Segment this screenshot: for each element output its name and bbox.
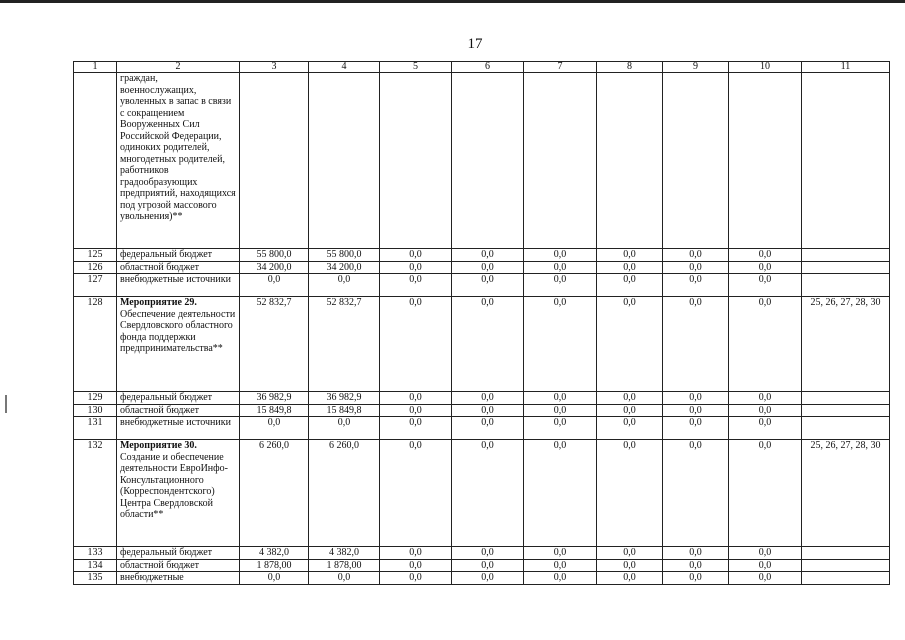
value-cell: 0,0 [597,249,663,262]
row-number: 127 [74,274,117,297]
value-cell: 0,0 [524,559,597,572]
value-cell: 0,0 [663,274,729,297]
value-cell: 0,0 [663,404,729,417]
value-cell: 0,0 [380,261,452,274]
value-cell [729,73,802,249]
value-cell: 4 382,0 [309,547,380,560]
value-cell: 0,0 [524,572,597,585]
value-cell: 0,0 [729,440,802,547]
value-cell [309,73,380,249]
value-cell: 0,0 [729,559,802,572]
value-cell [240,73,309,249]
table-row [74,547,890,560]
value-cell: 52 832,7 [240,297,309,392]
table-row [74,73,890,249]
target-indicators [802,274,890,297]
value-cell [663,73,729,249]
header-row [74,62,890,73]
value-cell: 0,0 [524,274,597,297]
value-cell: 4 382,0 [240,547,309,560]
target-indicators [802,547,890,560]
table-row [74,417,890,440]
value-cell: 0,0 [729,261,802,274]
row-description [117,559,240,572]
target-indicators [802,73,890,249]
value-cell: 0,0 [524,297,597,392]
description-text: федеральный бюджет [120,249,213,260]
value-cell: 0,0 [729,249,802,262]
column-header: 4 [309,62,380,73]
value-cell: 0,0 [452,572,524,585]
value-cell: 0,0 [452,404,524,417]
table-row [74,249,890,262]
value-cell: 1 878,00 [240,559,309,572]
value-cell: 0,0 [663,572,729,585]
value-cell: 0,0 [597,547,663,560]
row-description [117,73,240,249]
value-cell: 34 200,0 [240,261,309,274]
value-cell: 0,0 [380,404,452,417]
value-cell: 0,0 [309,274,380,297]
description-text: граждан, военнослужащих, уволенных в запас в связи с сокращением Вооруженных Сил Российской Федерации, одиноких родителей, многодетных родителей, работников градообразующих предприятий, находящихся под угрозой массового увольнения)** [120,73,236,222]
value-cell: 34 200,0 [309,261,380,274]
row-number: 130 [74,404,117,417]
value-cell: 0,0 [452,440,524,547]
description-text: федеральный бюджет [120,547,213,558]
row-number: 134 [74,559,117,572]
row-description [117,547,240,560]
value-cell: 0,0 [663,249,729,262]
description-text: внебюджетные источники [120,274,231,285]
value-cell: 36 982,9 [309,392,380,405]
target-indicators: 25, 26, 27, 28, 30 [802,297,890,392]
row-number: 131 [74,417,117,440]
value-cell: 6 260,0 [240,440,309,547]
value-cell: 0,0 [663,297,729,392]
value-cell: 0,0 [524,392,597,405]
value-cell: 15 849,8 [309,404,380,417]
value-cell: 0,0 [524,404,597,417]
value-cell [597,73,663,249]
column-header: 3 [240,62,309,73]
description-text: Создание и обеспечение деятельности ЕвроИнфо-Консультационного (Корреспондентского) Центра Свердловской области** [120,451,228,520]
value-cell: 52 832,7 [309,297,380,392]
target-indicators [802,392,890,405]
value-cell: 0,0 [452,547,524,560]
row-description [117,392,240,405]
value-cell: 1 878,00 [309,559,380,572]
table-row [74,440,890,547]
value-cell: 0,0 [729,417,802,440]
value-cell: 0,0 [380,249,452,262]
column-header: 10 [729,62,802,73]
table-row [74,392,890,405]
row-description [117,417,240,440]
row-description [117,404,240,417]
description-text: областной бюджет [120,559,200,571]
column-header: 9 [663,62,729,73]
value-cell: 0,0 [729,274,802,297]
value-cell: 0,0 [309,572,380,585]
row-description [117,297,240,392]
column-header: 11 [802,62,890,73]
value-cell: 0,0 [380,274,452,297]
value-cell: 0,0 [597,297,663,392]
column-header: 1 [74,62,117,73]
table-row [74,274,890,297]
value-cell: 0,0 [729,547,802,560]
value-cell: 0,0 [380,559,452,572]
row-description [117,274,240,297]
value-cell: 0,0 [597,404,663,417]
target-indicators [802,249,890,262]
value-cell: 0,0 [663,547,729,560]
value-cell [380,73,452,249]
row-number: 126 [74,261,117,274]
row-description [117,440,240,547]
value-cell: 55 800,0 [309,249,380,262]
value-cell: 0,0 [663,417,729,440]
column-header: 7 [524,62,597,73]
column-header: 8 [597,62,663,73]
value-cell: 0,0 [452,297,524,392]
target-indicators [802,261,890,274]
value-cell: 6 260,0 [309,440,380,547]
description-text: Обеспечение деятельности Свердловского областного фонда поддержки предпринимательства** [120,308,236,354]
target-indicators [802,404,890,417]
value-cell: 0,0 [524,417,597,440]
row-number: 135 [74,572,117,585]
value-cell: 0,0 [597,274,663,297]
row-number: 125 [74,249,117,262]
table-row [74,297,890,392]
column-header: 2 [117,62,240,73]
value-cell: 0,0 [240,274,309,297]
value-cell: 0,0 [597,559,663,572]
value-cell: 0,0 [524,249,597,262]
top-rule [0,0,905,3]
target-indicators: 25, 26, 27, 28, 30 [802,440,890,547]
row-number: 128 [74,297,117,392]
table-row [74,572,890,585]
value-cell: 55 800,0 [240,249,309,262]
row-number: 132 [74,440,117,547]
target-indicators [802,572,890,585]
column-header: 5 [380,62,452,73]
target-indicators [802,417,890,440]
value-cell: 0,0 [380,572,452,585]
row-description [117,572,240,585]
row-number [74,73,117,249]
description-text: областной бюджет [120,404,200,416]
value-cell: 36 982,9 [240,392,309,405]
value-cell: 0,0 [452,261,524,274]
value-cell: 0,0 [729,297,802,392]
value-cell: 0,0 [452,249,524,262]
value-cell: 0,0 [729,392,802,405]
value-cell: 0,0 [597,572,663,585]
value-cell: 0,0 [380,297,452,392]
value-cell: 0,0 [597,261,663,274]
row-number: 133 [74,547,117,560]
value-cell: 0,0 [452,392,524,405]
value-cell: 15 849,8 [240,404,309,417]
value-cell: 0,0 [663,440,729,547]
budget-table [73,61,890,585]
description-text: внебюджетные источники [120,417,231,428]
value-cell: 0,0 [524,261,597,274]
value-cell: 0,0 [597,440,663,547]
value-cell: 0,0 [597,417,663,440]
value-cell [524,73,597,249]
value-cell [452,73,524,249]
row-description [117,249,240,262]
table-row [74,261,890,274]
value-cell: 0,0 [380,440,452,547]
description-text: областной бюджет [120,261,200,273]
value-cell: 0,0 [663,261,729,274]
value-cell: 0,0 [729,404,802,417]
value-cell: 0,0 [524,547,597,560]
column-header: 6 [452,62,524,73]
value-cell: 0,0 [452,417,524,440]
value-cell: 0,0 [524,440,597,547]
page-number: 17 [467,36,483,52]
value-cell: 0,0 [663,559,729,572]
description-text: федеральный бюджет [120,392,213,403]
value-cell: 0,0 [663,392,729,405]
value-cell: 0,0 [452,274,524,297]
value-cell: 0,0 [452,559,524,572]
value-cell: 0,0 [597,392,663,405]
measure-title: Мероприятие 29. [120,297,197,308]
binding-mark [5,395,7,413]
value-cell: 0,0 [240,417,309,440]
table-row [74,559,890,572]
row-description [117,261,240,274]
value-cell: 0,0 [729,572,802,585]
table-row [74,404,890,417]
row-number: 129 [74,392,117,405]
description-text: внебюджетные [120,572,184,583]
value-cell: 0,0 [380,417,452,440]
value-cell: 0,0 [309,417,380,440]
target-indicators [802,559,890,572]
measure-title: Мероприятие 30. [120,440,197,451]
value-cell: 0,0 [380,392,452,405]
value-cell: 0,0 [240,572,309,585]
value-cell: 0,0 [380,547,452,560]
